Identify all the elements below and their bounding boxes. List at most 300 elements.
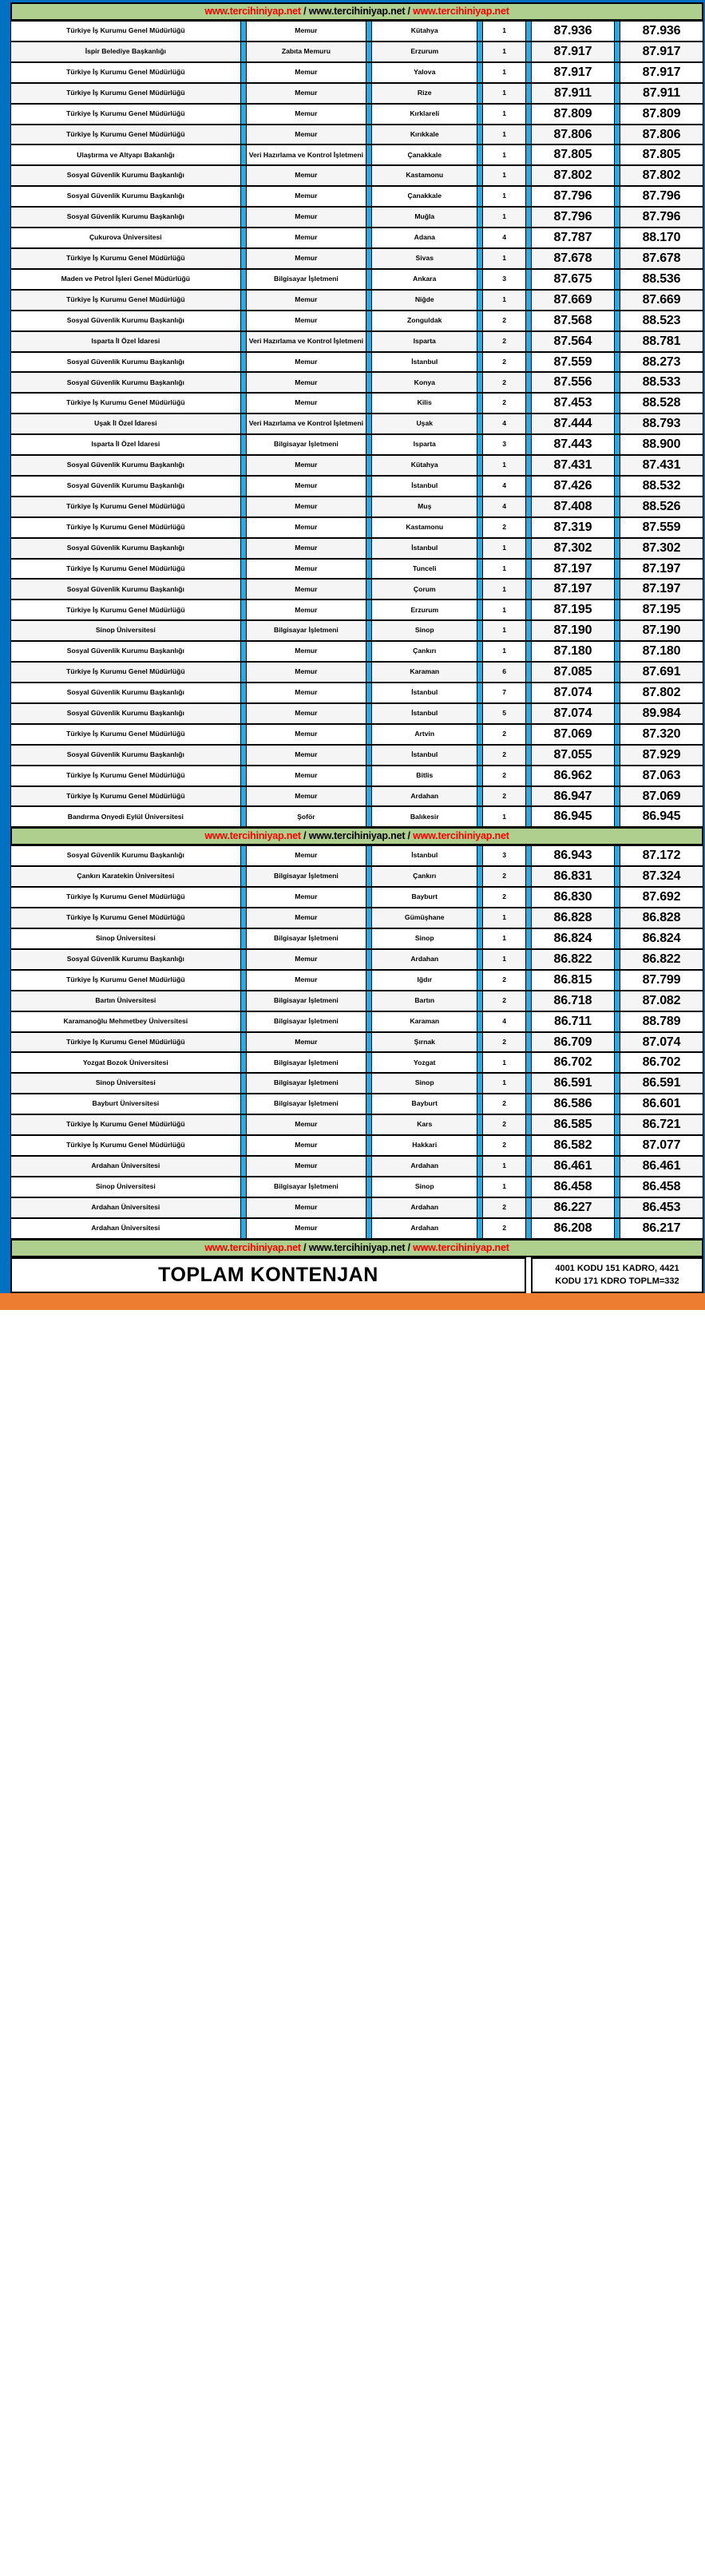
cell-taban-puan: 87.669 bbox=[531, 290, 615, 311]
cell-kontenjan: 1 bbox=[482, 559, 526, 580]
cell-unvan: Memur bbox=[246, 703, 366, 724]
cell-unvan: Memur bbox=[246, 949, 366, 970]
cell-kontenjan: 5 bbox=[482, 703, 526, 724]
cell-tavan-puan: 88.533 bbox=[620, 372, 703, 393]
cell-kontenjan: 2 bbox=[482, 1135, 526, 1156]
table-row[interactable] bbox=[10, 745, 703, 766]
cell-kurum: Ardahan Üniversitesi bbox=[10, 1197, 241, 1218]
cell-unvan: Memur bbox=[246, 1135, 366, 1156]
cell-kurum: Bayburt Üniversitesi bbox=[10, 1094, 241, 1114]
cell-il: Ardahan bbox=[371, 1156, 477, 1177]
table-row[interactable] bbox=[10, 104, 703, 125]
cell-kontenjan: 1 bbox=[482, 806, 526, 827]
cell-unvan: Memur bbox=[246, 517, 366, 538]
table-row[interactable] bbox=[10, 991, 703, 1011]
cell-kurum: Türkiye İş Kurumu Genel Müdürlüğü bbox=[10, 393, 241, 414]
cell-il: Iğdır bbox=[371, 970, 477, 991]
cell-taban-puan: 86.945 bbox=[531, 806, 615, 827]
table-row[interactable] bbox=[10, 83, 703, 104]
cell-il: Yozgat bbox=[371, 1052, 477, 1073]
cell-il: Kütahya bbox=[371, 21, 477, 42]
cell-taban-puan: 87.564 bbox=[531, 331, 615, 352]
cell-taban-puan: 87.675 bbox=[531, 269, 615, 290]
cell-tavan-puan: 87.172 bbox=[620, 845, 703, 866]
cell-kurum: Sosyal Güvenlik Kurumu Başkanlığı bbox=[10, 703, 241, 724]
table-row[interactable] bbox=[10, 455, 703, 476]
cell-unvan: Bilgisayar İşletmeni bbox=[246, 1052, 366, 1073]
cell-tavan-puan: 86.945 bbox=[620, 806, 703, 827]
cell-il: Balıkesir bbox=[371, 806, 477, 827]
cell-taban-puan: 86.943 bbox=[531, 845, 615, 866]
cell-il: Isparta bbox=[371, 434, 477, 455]
cell-tavan-puan: 86.591 bbox=[620, 1073, 703, 1094]
cell-il: Ardahan bbox=[371, 786, 477, 807]
cell-taban-puan: 86.831 bbox=[531, 866, 615, 887]
cell-taban-puan: 86.582 bbox=[531, 1135, 615, 1156]
banner-part-2: www.tercihiniyap.net bbox=[308, 830, 406, 842]
table-row[interactable] bbox=[10, 144, 703, 165]
banner-part-1: www.tercihiniyap.net bbox=[204, 830, 301, 842]
cell-tavan-puan: 87.324 bbox=[620, 866, 703, 887]
table-row[interactable] bbox=[10, 186, 703, 207]
table-row[interactable] bbox=[10, 414, 703, 434]
cell-kontenjan: 1 bbox=[482, 620, 526, 641]
table-row[interactable] bbox=[10, 21, 703, 42]
cell-kontenjan: 1 bbox=[482, 62, 526, 83]
cell-unvan: Memur bbox=[246, 724, 366, 745]
cell-kurum: Ardahan Üniversitesi bbox=[10, 1156, 241, 1177]
table-row[interactable] bbox=[10, 1114, 703, 1135]
cell-kurum: İspir Belediye Başkanlığı bbox=[10, 42, 241, 62]
cell-kurum: Sosyal Güvenlik Kurumu Başkanlığı bbox=[10, 845, 241, 866]
cell-unvan: Bilgisayar İşletmeni bbox=[246, 991, 366, 1011]
table-row[interactable] bbox=[10, 517, 703, 538]
table-row[interactable] bbox=[10, 806, 703, 827]
cell-tavan-puan: 86.601 bbox=[620, 1094, 703, 1114]
cell-taban-puan: 87.802 bbox=[531, 165, 615, 186]
cell-kurum: Sinop Üniversitesi bbox=[10, 1073, 241, 1094]
cell-il: Muş bbox=[371, 497, 477, 517]
table-row[interactable] bbox=[10, 724, 703, 745]
cell-il: Bitlis bbox=[371, 766, 477, 786]
cell-il: Zonguldak bbox=[371, 311, 477, 331]
cell-kontenjan: 7 bbox=[482, 683, 526, 703]
cell-taban-puan: 86.711 bbox=[531, 1011, 615, 1032]
table-row[interactable] bbox=[10, 683, 703, 703]
cell-unvan: Bilgisayar İşletmeni bbox=[246, 434, 366, 455]
cell-unvan: Bilgisayar İşletmeni bbox=[246, 620, 366, 641]
cell-unvan: Memur bbox=[246, 165, 366, 186]
cell-unvan: Memur bbox=[246, 1156, 366, 1177]
cell-kurum: Türkiye İş Kurumu Genel Müdürlüğü bbox=[10, 559, 241, 580]
table-row[interactable] bbox=[10, 641, 703, 662]
table-row[interactable] bbox=[10, 476, 703, 497]
table-row[interactable] bbox=[10, 538, 703, 559]
cell-il: Ankara bbox=[371, 269, 477, 290]
total-line-2: KODU 171 KDRO TOPLM=332 bbox=[555, 1276, 679, 1287]
cell-kurum: Türkiye İş Kurumu Genel Müdürlüğü bbox=[10, 766, 241, 786]
cell-tavan-puan: 87.197 bbox=[620, 579, 703, 599]
kontenjan-table bbox=[10, 2, 703, 1293]
cell-il: Bartın bbox=[371, 991, 477, 1011]
cell-taban-puan: 87.302 bbox=[531, 538, 615, 559]
cell-kurum: Sosyal Güvenlik Kurumu Başkanlığı bbox=[10, 352, 241, 373]
cell-unvan: Memur bbox=[246, 248, 366, 269]
cell-unvan: Memur bbox=[246, 83, 366, 104]
cell-tavan-puan: 87.302 bbox=[620, 538, 703, 559]
table-row[interactable] bbox=[10, 372, 703, 393]
cell-kontenjan: 1 bbox=[482, 21, 526, 42]
cell-il: İstanbul bbox=[371, 845, 477, 866]
table-row[interactable] bbox=[10, 559, 703, 580]
cell-taban-puan: 86.227 bbox=[531, 1197, 615, 1218]
cell-taban-puan: 86.962 bbox=[531, 766, 615, 786]
cell-kurum: Maden ve Petrol İşleri Genel Müdürlüğü bbox=[10, 269, 241, 290]
cell-tavan-puan: 86.453 bbox=[620, 1197, 703, 1218]
table-row[interactable] bbox=[10, 290, 703, 311]
table-row[interactable] bbox=[10, 1011, 703, 1032]
cell-taban-puan: 87.180 bbox=[531, 641, 615, 662]
cell-kontenjan: 3 bbox=[482, 845, 526, 866]
cell-taban-puan: 86.947 bbox=[531, 786, 615, 807]
cell-unvan: Memur bbox=[246, 125, 366, 145]
cell-kurum: Sinop Üniversitesi bbox=[10, 928, 241, 949]
cell-tavan-puan: 87.809 bbox=[620, 104, 703, 125]
cell-kontenjan: 1 bbox=[482, 42, 526, 62]
table-row[interactable] bbox=[10, 393, 703, 414]
cell-il: Bayburt bbox=[371, 887, 477, 908]
table-row[interactable] bbox=[10, 845, 703, 866]
cell-tavan-puan: 86.217 bbox=[620, 1218, 703, 1239]
cell-kurum: Sosyal Güvenlik Kurumu Başkanlığı bbox=[10, 476, 241, 497]
table-row[interactable] bbox=[10, 1135, 703, 1156]
cell-il: Çanakkale bbox=[371, 144, 477, 165]
cell-kontenjan: 2 bbox=[482, 724, 526, 745]
cell-unvan: Memur bbox=[246, 1032, 366, 1053]
cell-taban-puan: 87.443 bbox=[531, 434, 615, 455]
cell-unvan: Bilgisayar İşletmeni bbox=[246, 866, 366, 887]
cell-il: Çanakkale bbox=[371, 186, 477, 207]
cell-tavan-puan: 87.678 bbox=[620, 248, 703, 269]
cell-unvan: Bilgisayar İşletmeni bbox=[246, 1011, 366, 1032]
cell-tavan-puan: 88.789 bbox=[620, 1011, 703, 1032]
cell-kurum: Sosyal Güvenlik Kurumu Başkanlığı bbox=[10, 455, 241, 476]
cell-kontenjan: 2 bbox=[482, 991, 526, 1011]
cell-kurum: Türkiye İş Kurumu Genel Müdürlüğü bbox=[10, 1114, 241, 1135]
table-row[interactable] bbox=[10, 62, 703, 83]
table-row[interactable] bbox=[10, 1156, 703, 1177]
cell-unvan: Memur bbox=[246, 745, 366, 766]
cell-il: Rize bbox=[371, 83, 477, 104]
cell-taban-puan: 86.709 bbox=[531, 1032, 615, 1053]
cell-unvan: Memur bbox=[246, 104, 366, 125]
table-row[interactable] bbox=[10, 1073, 703, 1094]
cell-il: İstanbul bbox=[371, 683, 477, 703]
cell-tavan-puan: 87.911 bbox=[620, 83, 703, 104]
cell-unvan: Memur bbox=[246, 908, 366, 928]
total-row bbox=[10, 1257, 703, 1293]
cell-unvan: Memur bbox=[246, 559, 366, 580]
cell-tavan-puan: 87.180 bbox=[620, 641, 703, 662]
cell-il: İstanbul bbox=[371, 476, 477, 497]
cell-kontenjan: 2 bbox=[482, 331, 526, 352]
cell-tavan-puan: 86.828 bbox=[620, 908, 703, 928]
table-row[interactable] bbox=[10, 352, 703, 373]
banner-part-3: www.tercihiniyap.net bbox=[413, 1241, 509, 1253]
cell-kurum: Sinop Üniversitesi bbox=[10, 620, 241, 641]
cell-kontenjan: 2 bbox=[482, 970, 526, 991]
banner-part-1: www.tercihiniyap.net bbox=[204, 6, 301, 17]
cell-taban-puan: 87.408 bbox=[531, 497, 615, 517]
cell-kontenjan: 4 bbox=[482, 497, 526, 517]
cell-kontenjan: 1 bbox=[482, 579, 526, 599]
cell-kurum: Türkiye İş Kurumu Genel Müdürlüğü bbox=[10, 662, 241, 683]
cell-tavan-puan: 87.431 bbox=[620, 455, 703, 476]
table-row[interactable] bbox=[10, 125, 703, 145]
cell-il: Yalova bbox=[371, 62, 477, 83]
cell-kontenjan: 4 bbox=[482, 228, 526, 248]
cell-tavan-puan: 87.936 bbox=[620, 21, 703, 42]
cell-kurum: Sosyal Güvenlik Kurumu Başkanlığı bbox=[10, 372, 241, 393]
table-row[interactable] bbox=[10, 766, 703, 786]
table-row[interactable] bbox=[10, 908, 703, 928]
cell-taban-puan: 87.917 bbox=[531, 42, 615, 62]
cell-tavan-puan: 87.692 bbox=[620, 887, 703, 908]
cell-kurum: Uşak İl Özel İdaresi bbox=[10, 414, 241, 434]
cell-unvan: Memur bbox=[246, 786, 366, 807]
cell-unvan: Memur bbox=[246, 845, 366, 866]
table-row[interactable] bbox=[10, 331, 703, 352]
cell-tavan-puan: 86.824 bbox=[620, 928, 703, 949]
cell-tavan-puan: 88.532 bbox=[620, 476, 703, 497]
cell-taban-puan: 86.591 bbox=[531, 1073, 615, 1094]
cell-unvan: Memur bbox=[246, 290, 366, 311]
cell-unvan: Memur bbox=[246, 970, 366, 991]
table-row[interactable] bbox=[10, 1052, 703, 1073]
banner-part-2: www.tercihiniyap.net bbox=[308, 6, 406, 17]
cell-taban-puan: 87.806 bbox=[531, 125, 615, 145]
cell-kurum: Türkiye İş Kurumu Genel Müdürlüğü bbox=[10, 786, 241, 807]
table-row[interactable] bbox=[10, 887, 703, 908]
banner-sep-2: / bbox=[405, 1241, 414, 1253]
cell-unvan: Memur bbox=[246, 683, 366, 703]
cell-il: Sinop bbox=[371, 928, 477, 949]
banner-part-2: www.tercihiniyap.net bbox=[308, 1241, 406, 1253]
cell-kontenjan: 1 bbox=[482, 455, 526, 476]
cell-taban-puan: 87.319 bbox=[531, 517, 615, 538]
cell-kontenjan: 2 bbox=[482, 352, 526, 373]
cell-taban-puan: 87.074 bbox=[531, 703, 615, 724]
table-row[interactable] bbox=[10, 311, 703, 331]
cell-kurum: Çankırı Karatekin Üniversitesi bbox=[10, 866, 241, 887]
table-row[interactable] bbox=[10, 866, 703, 887]
cell-kontenjan: 2 bbox=[482, 1094, 526, 1114]
watermark-banner bbox=[10, 2, 703, 21]
cell-kontenjan: 2 bbox=[482, 1032, 526, 1053]
cell-kurum: Türkiye İş Kurumu Genel Müdürlüğü bbox=[10, 21, 241, 42]
cell-kurum: Türkiye İş Kurumu Genel Müdürlüğü bbox=[10, 125, 241, 145]
cell-kontenjan: 1 bbox=[482, 186, 526, 207]
cell-kurum: Sosyal Güvenlik Kurumu Başkanlığı bbox=[10, 579, 241, 599]
table-row[interactable] bbox=[10, 497, 703, 517]
table-row[interactable] bbox=[10, 620, 703, 641]
cell-taban-puan: 87.431 bbox=[531, 455, 615, 476]
cell-kontenjan: 1 bbox=[482, 248, 526, 269]
table-row[interactable] bbox=[10, 579, 703, 599]
cell-unvan: Bilgisayar İşletmeni bbox=[246, 269, 366, 290]
cell-taban-puan: 86.585 bbox=[531, 1114, 615, 1135]
cell-kurum: Yozgat Bozok Üniversitesi bbox=[10, 1052, 241, 1073]
banner-part-3: www.tercihiniyap.net bbox=[413, 6, 509, 17]
table-row[interactable] bbox=[10, 1177, 703, 1197]
table-row[interactable] bbox=[10, 228, 703, 248]
cell-kontenjan: 2 bbox=[482, 887, 526, 908]
cell-kontenjan: 2 bbox=[482, 1197, 526, 1218]
table-row[interactable] bbox=[10, 928, 703, 949]
watermark-banner bbox=[10, 827, 703, 845]
cell-il: İstanbul bbox=[371, 538, 477, 559]
cell-kurum: Türkiye İş Kurumu Genel Müdürlüğü bbox=[10, 83, 241, 104]
cell-unvan: Memur bbox=[246, 1197, 366, 1218]
cell-il: Çorum bbox=[371, 579, 477, 599]
table-row[interactable] bbox=[10, 434, 703, 455]
cell-tavan-puan: 87.197 bbox=[620, 559, 703, 580]
table-row[interactable] bbox=[10, 703, 703, 724]
cell-unvan: Bilgisayar İşletmeni bbox=[246, 1177, 366, 1197]
cell-kurum: Türkiye İş Kurumu Genel Müdürlüğü bbox=[10, 497, 241, 517]
cell-taban-puan: 87.453 bbox=[531, 393, 615, 414]
cell-kontenjan: 1 bbox=[482, 207, 526, 228]
cell-tavan-puan: 87.669 bbox=[620, 290, 703, 311]
cell-kontenjan: 2 bbox=[482, 517, 526, 538]
cell-il: Kastamonu bbox=[371, 517, 477, 538]
cell-kurum: Ardahan Üniversitesi bbox=[10, 1218, 241, 1239]
cell-tavan-puan: 87.069 bbox=[620, 786, 703, 807]
cell-tavan-puan: 87.190 bbox=[620, 620, 703, 641]
cell-unvan: Memur bbox=[246, 641, 366, 662]
cell-kurum: Türkiye İş Kurumu Genel Müdürlüğü bbox=[10, 517, 241, 538]
cell-taban-puan: 86.830 bbox=[531, 887, 615, 908]
cell-kontenjan: 4 bbox=[482, 1011, 526, 1032]
table-row[interactable] bbox=[10, 949, 703, 970]
cell-kontenjan: 2 bbox=[482, 786, 526, 807]
cell-unvan: Memur bbox=[246, 455, 366, 476]
cell-taban-puan: 87.069 bbox=[531, 724, 615, 745]
total-kontenjan-value bbox=[531, 1257, 703, 1293]
table-row[interactable] bbox=[10, 207, 703, 228]
cell-tavan-puan: 87.796 bbox=[620, 207, 703, 228]
cell-kontenjan: 1 bbox=[482, 641, 526, 662]
cell-tavan-puan: 87.077 bbox=[620, 1135, 703, 1156]
cell-kontenjan: 1 bbox=[482, 104, 526, 125]
table-row[interactable] bbox=[10, 1218, 703, 1239]
cell-unvan: Memur bbox=[246, 766, 366, 786]
cell-il: Sinop bbox=[371, 1073, 477, 1094]
table-row[interactable] bbox=[10, 662, 703, 683]
cell-kurum: Türkiye İş Kurumu Genel Müdürlüğü bbox=[10, 248, 241, 269]
cell-taban-puan: 87.911 bbox=[531, 83, 615, 104]
cell-kontenjan: 3 bbox=[482, 434, 526, 455]
banner-part-3: www.tercihiniyap.net bbox=[413, 830, 509, 842]
cell-unvan: Memur bbox=[246, 228, 366, 248]
cell-tavan-puan: 87.917 bbox=[620, 62, 703, 83]
cell-kurum: Karamanoğlu Mehmetbey Üniversitesi bbox=[10, 1011, 241, 1032]
table-row[interactable] bbox=[10, 248, 703, 269]
cell-tavan-puan: 88.900 bbox=[620, 434, 703, 455]
cell-taban-puan: 86.822 bbox=[531, 949, 615, 970]
cell-kontenjan: 2 bbox=[482, 372, 526, 393]
banner-sep-2: / bbox=[405, 6, 414, 17]
watermark-banner bbox=[10, 1239, 703, 1257]
cell-unvan: Memur bbox=[246, 352, 366, 373]
cell-tavan-puan: 89.984 bbox=[620, 703, 703, 724]
cell-il: Gümüşhane bbox=[371, 908, 477, 928]
cell-unvan: Şoför bbox=[246, 806, 366, 827]
total-line-1: 4001 KODU 151 KADRO, 4421 bbox=[555, 1263, 679, 1273]
table-row[interactable] bbox=[10, 970, 703, 991]
cell-tavan-puan: 87.195 bbox=[620, 599, 703, 620]
cell-il: Muğla bbox=[371, 207, 477, 228]
table-row[interactable] bbox=[10, 42, 703, 62]
watermark-banner-row bbox=[10, 827, 703, 845]
cell-tavan-puan: 88.526 bbox=[620, 497, 703, 517]
cell-il: Niğde bbox=[371, 290, 477, 311]
cell-kurum: Türkiye İş Kurumu Genel Müdürlüğü bbox=[10, 1135, 241, 1156]
cell-taban-puan: 86.702 bbox=[531, 1052, 615, 1073]
cell-unvan: Memur bbox=[246, 579, 366, 599]
cell-tavan-puan: 88.273 bbox=[620, 352, 703, 373]
cell-unvan: Veri Hazırlama ve Kontrol İşletmeni bbox=[246, 331, 366, 352]
cell-unvan: Bilgisayar İşletmeni bbox=[246, 1094, 366, 1114]
cell-kontenjan: 1 bbox=[482, 290, 526, 311]
cell-il: Hakkari bbox=[371, 1135, 477, 1156]
table-row[interactable] bbox=[10, 165, 703, 186]
cell-il: Erzurum bbox=[371, 42, 477, 62]
cell-tavan-puan: 87.806 bbox=[620, 125, 703, 145]
table-row[interactable] bbox=[10, 269, 703, 290]
cell-unvan: Zabıta Memuru bbox=[246, 42, 366, 62]
cell-kontenjan: 1 bbox=[482, 949, 526, 970]
banner-sep-2: / bbox=[405, 830, 414, 842]
cell-il: Erzurum bbox=[371, 599, 477, 620]
cell-taban-puan: 87.796 bbox=[531, 207, 615, 228]
cell-kurum: Sosyal Güvenlik Kurumu Başkanlığı bbox=[10, 683, 241, 703]
cell-kurum: Ulaştırma ve Altyapı Bakanlığı bbox=[10, 144, 241, 165]
cell-unvan: Memur bbox=[246, 207, 366, 228]
cell-il: Kastamonu bbox=[371, 165, 477, 186]
table-row[interactable] bbox=[10, 786, 703, 807]
cell-kontenjan: 1 bbox=[482, 165, 526, 186]
cell-kurum: Sosyal Güvenlik Kurumu Başkanlığı bbox=[10, 311, 241, 331]
cell-kurum: Sosyal Güvenlik Kurumu Başkanlığı bbox=[10, 207, 241, 228]
table-row[interactable] bbox=[10, 599, 703, 620]
cell-taban-puan: 86.586 bbox=[531, 1094, 615, 1114]
cell-tavan-puan: 88.170 bbox=[620, 228, 703, 248]
cell-taban-puan: 87.796 bbox=[531, 186, 615, 207]
cell-kontenjan: 1 bbox=[482, 928, 526, 949]
cell-kurum: Bandırma Onyedi Eylül Üniversitesi bbox=[10, 806, 241, 827]
table-row[interactable] bbox=[10, 1032, 703, 1053]
watermark-banner-row bbox=[10, 1239, 703, 1257]
cell-il: Adana bbox=[371, 228, 477, 248]
table-row[interactable] bbox=[10, 1197, 703, 1218]
cell-taban-puan: 87.809 bbox=[531, 104, 615, 125]
cell-kontenjan: 2 bbox=[482, 1218, 526, 1239]
cell-il: Kilis bbox=[371, 393, 477, 414]
cell-kontenjan: 2 bbox=[482, 766, 526, 786]
cell-unvan: Bilgisayar İşletmeni bbox=[246, 928, 366, 949]
table-row[interactable] bbox=[10, 1094, 703, 1114]
